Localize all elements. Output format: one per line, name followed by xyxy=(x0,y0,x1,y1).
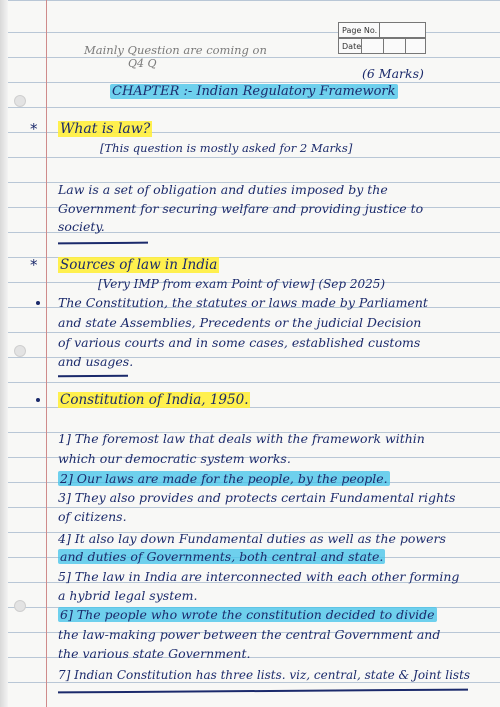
law-definition-line: Government for securing welfare and providing justice to xyxy=(58,201,424,216)
law-definition-line: Law is a set of obligation and duties imposed by the xyxy=(58,182,388,197)
sources-line: and usages. xyxy=(58,354,134,369)
bullet xyxy=(36,398,40,402)
sources-line: The Constitution, the statutes or laws made by Parliament xyxy=(58,295,428,310)
section-heading-constitution: Constitution of India, 1950. xyxy=(60,392,249,408)
constitution-point: 4] It also lay down Fundamental duties as well as the powers xyxy=(58,531,446,546)
margin-line xyxy=(46,0,47,707)
law-definition-line: society. xyxy=(58,219,105,234)
constitution-point: and duties of Governments, both central and state. xyxy=(60,549,384,564)
constitution-point: 2] Our laws are made for the people, by the people. xyxy=(60,471,388,486)
page-edge xyxy=(0,0,8,707)
constitution-point: a hybrid legal system. xyxy=(58,588,198,603)
constitution-point: the various state Government. xyxy=(58,646,251,661)
handwritten-underline xyxy=(58,242,148,245)
binder-hole xyxy=(14,600,26,612)
pencil-note-2: Q4 Q xyxy=(128,57,157,70)
page-no-label: Page No. xyxy=(342,26,378,35)
sources-line: of various courts and in some cases, established customs xyxy=(58,335,421,350)
date-box xyxy=(338,38,426,54)
handwritten-underline xyxy=(58,375,128,377)
chapter-title: CHAPTER :- Indian Regulatory Framework xyxy=(112,84,396,99)
date-label: Date xyxy=(342,42,362,51)
constitution-point: 5] The law in India are interconnected with each other forming xyxy=(58,569,460,584)
chapter-marks: (6 Marks) xyxy=(362,66,424,81)
handwritten-underline xyxy=(58,689,468,693)
page-no-box xyxy=(338,22,426,38)
bullet xyxy=(36,301,40,305)
exam-note-law: [This question is mostly asked for 2 Marks] xyxy=(100,141,353,155)
exam-note-sources: [Very IMP from exam Point of view] (Sep 2025) xyxy=(98,277,386,291)
sources-line: and state Assemblies, Precedents or the judicial Decision xyxy=(58,315,422,330)
constitution-point: 7] Indian Constitution has three lists. viz, central, state & Joint lists xyxy=(58,668,471,682)
constitution-point: 1] The foremost law that deals with the framework within xyxy=(58,431,425,446)
star-symbol: * xyxy=(30,256,38,274)
binder-hole xyxy=(14,95,26,107)
section-heading-sources: Sources of law in India xyxy=(60,257,218,273)
binder-hole xyxy=(14,345,26,357)
constitution-point: which our democratic system works. xyxy=(58,451,291,466)
section-heading-law: What is law? xyxy=(60,121,151,137)
constitution-point: of citizens. xyxy=(58,509,127,524)
constitution-point: 3] They also provides and protects certain Fundamental rights xyxy=(58,490,456,505)
star-symbol: * xyxy=(30,120,38,138)
constitution-point: 6] The people who wrote the constitution decided to divide xyxy=(60,607,435,622)
pencil-note: Mainly Question are coming on xyxy=(84,43,267,57)
constitution-point: the law-making power between the central Government and xyxy=(58,627,441,642)
